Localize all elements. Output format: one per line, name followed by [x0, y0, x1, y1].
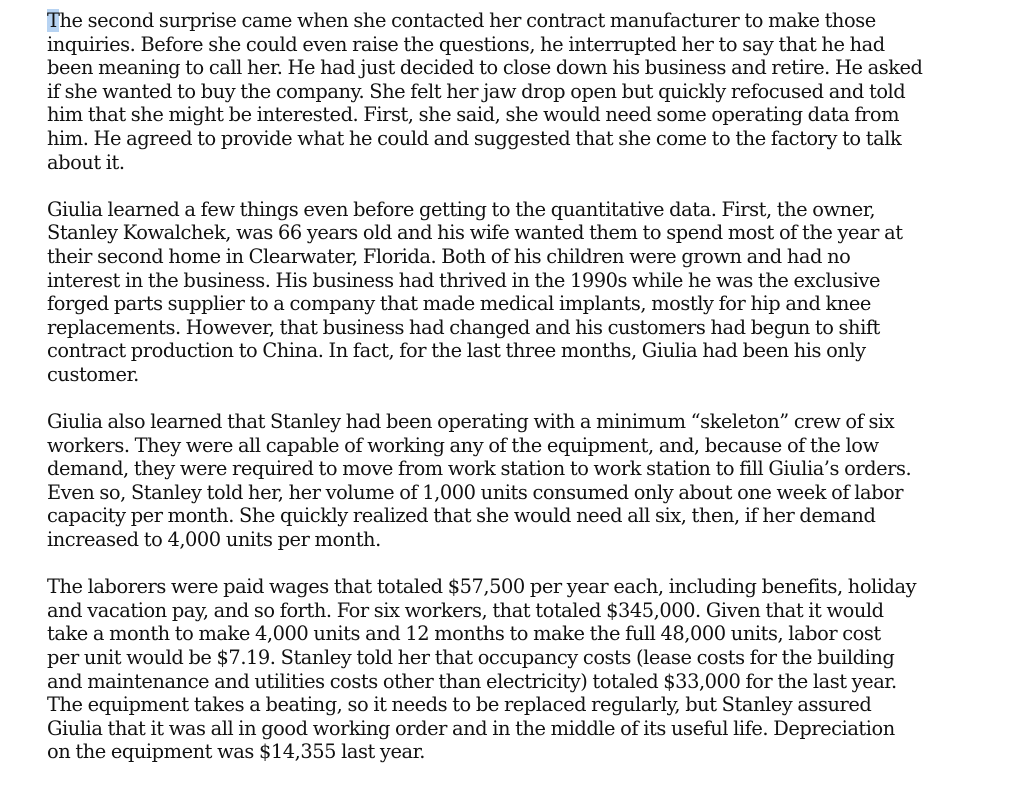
text-line: inquiries. Before she could even raise the questions, he interrupted her to say that he had [47, 32, 885, 56]
text-cursor-selection: T [47, 9, 60, 32]
document-body[interactable] [47, 9, 947, 788]
text-line: capacity per month. She quickly realized that she would need all six, then, if her demand [47, 504, 876, 528]
text-line: their second home in Clearwater, Florida. Both of his children were grown and had no [47, 244, 851, 268]
text-line: and vacation pay, and so forth. For six workers, that totaled $345,000. Given that it would [47, 598, 884, 622]
paragraph-4 [47, 575, 947, 764]
text-line: demand, they were required to move from work station to work station to fill Giulia’s orders. [47, 457, 912, 481]
text-line: Giulia also learned that Stanley had been operating with a minimum “skeleton” crew of six [47, 410, 895, 434]
text-line: on the equipment was $14,355 last year. [47, 740, 425, 764]
text-line: him. He agreed to provide what he could and suggested that she come to the factory to talk [47, 126, 902, 150]
paragraph-2 [47, 198, 947, 387]
text-line: him that she might be interested. First, she said, she would need some operating data from [47, 103, 900, 127]
text-line: customer. [47, 362, 139, 386]
text-line: Giulia that it was all in good working order and in the middle of its useful life. Depreciation [47, 716, 895, 740]
paragraph-3 [47, 410, 947, 552]
text-line: Stanley Kowalchek, was 66 years old and his wife wanted them to spend most of the year at [47, 221, 903, 245]
text-line: take a month to make 4,000 units and 12 months to make the full 48,000 units, labor cost [47, 622, 881, 646]
text-line: about it. [47, 150, 125, 174]
text-line: interest in the business. His business had thrived in the 1990s while he was the exclusive [47, 268, 881, 292]
text-line: workers. They were all capable of working any of the equipment, and, because of the low [47, 433, 879, 457]
text-line: Giulia learned a few things even before getting to the quantitative data. First, the owner, [47, 197, 876, 221]
text-line: Even so, Stanley told her, her volume of 1,000 units consumed only about one week of labor [47, 480, 904, 504]
text-line: been meaning to call her. He had just decided to close down his business and retire. He asked [47, 56, 923, 80]
text-line: replacements. However, that business had changed and his customers had begun to shift [47, 315, 880, 339]
text-line: and maintenance and utilities costs other than electricity) totaled $33,000 for the last year. [47, 669, 897, 693]
text-line: The equipment takes a beating, so it needs to be replaced regularly, but Stanley assured [47, 693, 872, 717]
text-line: if she wanted to buy the company. She felt her jaw drop open but quickly refocused and told [47, 79, 906, 103]
text-line: per unit would be $7.19. Stanley told her that occupancy costs (lease costs for the building [47, 646, 895, 670]
text-line: contract production to China. In fact, for the last three months, Giulia had been his only [47, 339, 866, 363]
paragraph-1 [47, 9, 947, 174]
text-line: The laborers were paid wages that totaled $57,500 per year each, including benefits, holiday [47, 575, 917, 599]
text-line: increased to 4,000 units per month. [47, 528, 381, 552]
text-line: forged parts supplier to a company that made medical implants, mostly for hip and knee [47, 292, 871, 316]
text-line: The second surprise came when she contacted her contract manufacturer to make those [47, 9, 876, 32]
